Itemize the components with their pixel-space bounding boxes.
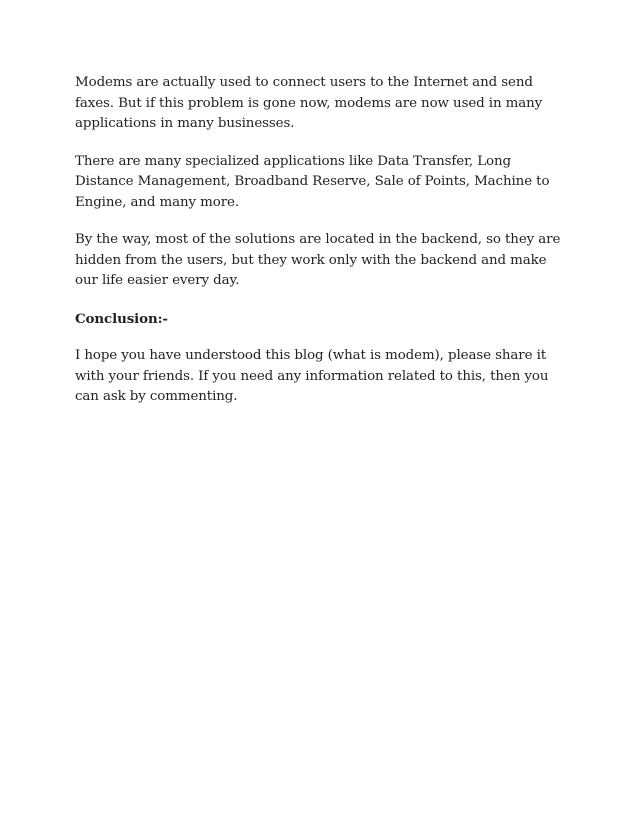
paragraph-specialized-applications: There are many specialized applications like Data Transfer, Long Distance Management, Broadband Reserve, Sale of Points, Machine to Engine, and many more.	[75, 153, 550, 210]
document-body	[75, 73, 565, 425]
conclusion-heading: Conclusion:-	[75, 310, 168, 327]
paragraph-backend-solutions: By the way, most of the solutions are located in the backend, so they are hidden from the users, but they work only with the backend and make our life easier every day.	[75, 232, 561, 288]
paragraph-conclusion: I hope you have understood this blog (what is modem), please share it with your friends. If you need any information related to this, then you can ask by commenting.	[75, 348, 549, 404]
paragraph-modems-usage: Modems are actually used to connect users to the Internet and send faxes. But if this problem is gone now, modems are now used in many applications in many businesses.	[75, 75, 543, 131]
